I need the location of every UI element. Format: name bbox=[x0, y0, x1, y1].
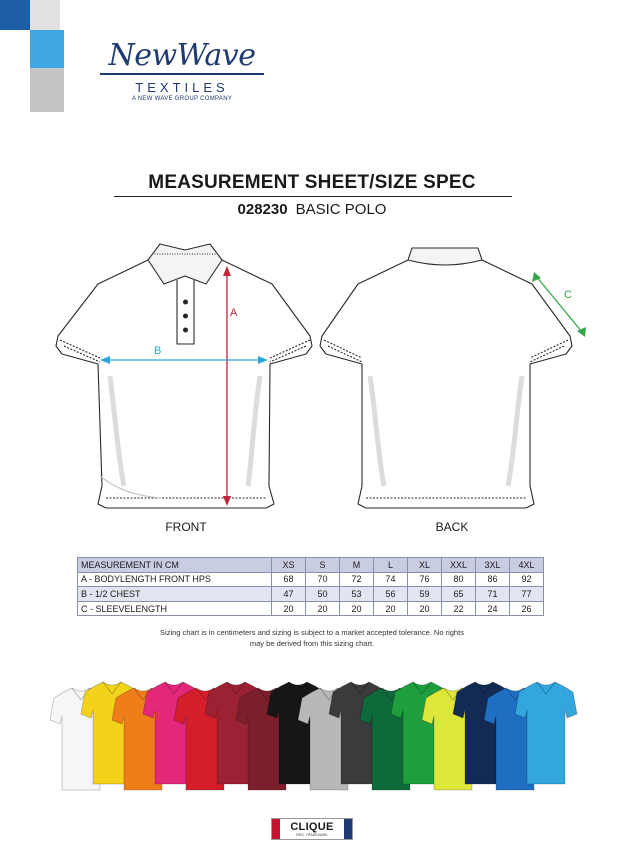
table-header-row bbox=[78, 558, 544, 573]
size-header: XS bbox=[272, 558, 306, 573]
table-cell: 20 bbox=[306, 601, 340, 616]
table-cell: 47 bbox=[272, 587, 306, 602]
table-cell: 80 bbox=[442, 572, 476, 587]
size-header: 4XL bbox=[510, 558, 544, 573]
table-cell: 74 bbox=[374, 572, 408, 587]
product-subtitle bbox=[0, 201, 624, 218]
size-header: M bbox=[340, 558, 374, 573]
front-collar bbox=[148, 244, 222, 284]
row-label: B - 1/2 CHEST bbox=[78, 587, 272, 602]
back-shirt-outline bbox=[320, 260, 572, 508]
header-square-light-blue bbox=[30, 30, 64, 68]
measure-c-letter: C bbox=[564, 289, 572, 301]
table-cell: 50 bbox=[306, 587, 340, 602]
brand-blue-bar bbox=[344, 819, 352, 839]
table-cell: 20 bbox=[340, 601, 374, 616]
table-cell: 56 bbox=[374, 587, 408, 602]
size-header: XL bbox=[408, 558, 442, 573]
newwave-logo bbox=[96, 38, 268, 108]
size-header: L bbox=[374, 558, 408, 573]
size-header: XXL bbox=[442, 558, 476, 573]
table-row bbox=[78, 587, 544, 602]
table-row bbox=[78, 572, 544, 587]
table-cell: 22 bbox=[442, 601, 476, 616]
table-cell: 92 bbox=[510, 572, 544, 587]
header-square-gray bbox=[30, 68, 64, 112]
table-cell: 68 bbox=[272, 572, 306, 587]
brand-name: CLIQUE bbox=[290, 821, 334, 833]
table-cell: 20 bbox=[272, 601, 306, 616]
table-cell: 76 bbox=[408, 572, 442, 587]
front-view-label: FRONT bbox=[165, 520, 207, 534]
row-label: C - SLEEVELENGTH bbox=[78, 601, 272, 616]
measure-c-arrow bbox=[532, 272, 586, 337]
back-view-label: BACK bbox=[435, 520, 469, 534]
size-spec-table bbox=[77, 557, 544, 616]
title-divider bbox=[114, 196, 512, 197]
header-square-dark-blue bbox=[0, 0, 30, 30]
back-collar bbox=[408, 248, 482, 265]
measure-a-letter: A bbox=[230, 307, 238, 319]
product-name: BASIC POLO bbox=[295, 201, 387, 218]
clique-brand-logo bbox=[271, 818, 353, 840]
size-header: S bbox=[306, 558, 340, 573]
sizing-note-line-2: may be derived from this sizing chart. bbox=[249, 638, 375, 648]
table-cell: 59 bbox=[408, 587, 442, 602]
brand-red-bar bbox=[272, 819, 280, 839]
logo-script-text: NewWave bbox=[108, 38, 256, 73]
table-cell: 86 bbox=[476, 572, 510, 587]
header-square-light-gray bbox=[30, 0, 60, 30]
front-shirt-outline bbox=[56, 260, 312, 508]
sizing-note bbox=[130, 628, 494, 649]
page-title: MEASUREMENT SHEET/SIZE SPEC bbox=[148, 172, 476, 193]
measure-a-arrow bbox=[223, 266, 231, 506]
logo-underline bbox=[100, 73, 264, 75]
table-cell: 26 bbox=[510, 601, 544, 616]
table-cell: 53 bbox=[340, 587, 374, 602]
measurement-header: MEASUREMENT IN CM bbox=[78, 558, 272, 573]
garment-diagram bbox=[40, 236, 600, 546]
brand-trademark: REG. TRADEMARK bbox=[296, 833, 328, 837]
measure-b-arrow bbox=[100, 356, 268, 364]
table-cell: 77 bbox=[510, 587, 544, 602]
table-cell: 24 bbox=[476, 601, 510, 616]
color-swatch-row bbox=[46, 676, 578, 796]
size-header: 3XL bbox=[476, 558, 510, 573]
row-label: A - BODYLENGTH FRONT HPS bbox=[78, 572, 272, 587]
table-cell: 65 bbox=[442, 587, 476, 602]
table-cell: 72 bbox=[340, 572, 374, 587]
table-cell: 70 bbox=[306, 572, 340, 587]
table-cell: 20 bbox=[374, 601, 408, 616]
measure-b-letter: B bbox=[154, 345, 162, 357]
logo-textiles-text: TEXTILES bbox=[135, 80, 229, 95]
sizing-note-line-1: Sizing chart is in centimeters and sizing is subject to a market accepted tolerance. No rights bbox=[160, 628, 464, 637]
front-placket bbox=[177, 280, 194, 344]
logo-group-text: A NEW WAVE GROUP COMPANY bbox=[131, 96, 233, 102]
table-cell: 71 bbox=[476, 587, 510, 602]
table-row bbox=[78, 601, 544, 616]
table-cell: 20 bbox=[408, 601, 442, 616]
article-number: 028230 bbox=[237, 201, 288, 218]
